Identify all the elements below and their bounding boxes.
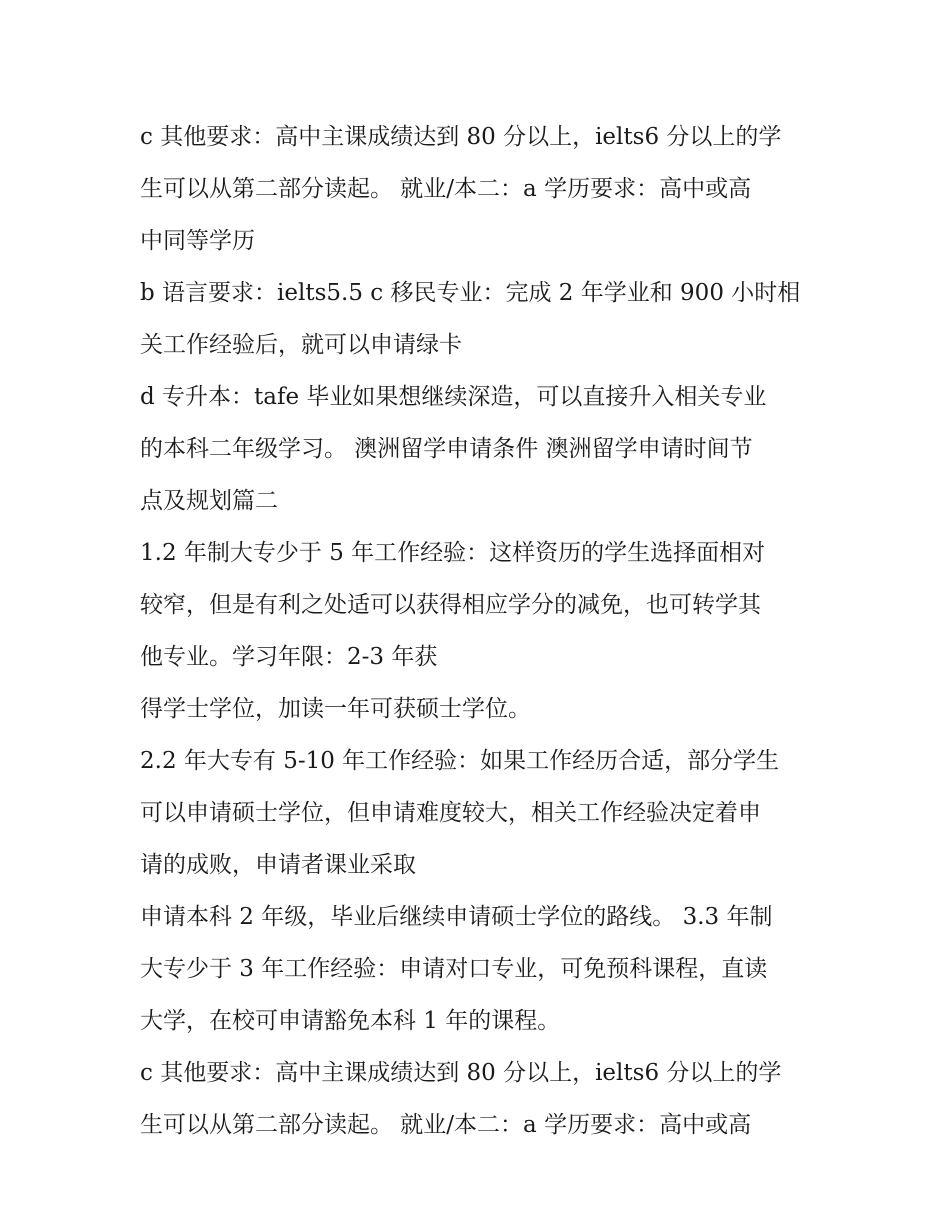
- text-line: 生可以从第二部分读起。 就业/本二：a 学历要求：高中或高: [140, 176, 752, 202]
- text-line: c 其他要求：高中主课成绩达到 80 分以上，ielts6 分以上的学: [140, 124, 782, 150]
- paragraph: [140, 683, 840, 735]
- text-line: 请的成败，申请者课业采取: [140, 852, 416, 878]
- text-line: 得学士学位，加读一年可获硕士学位。: [140, 696, 531, 722]
- document-page: [140, 111, 840, 1151]
- paragraph: [140, 891, 840, 1047]
- text-line: c 其他要求：高中主课成绩达到 80 分以上，ielts6 分以上的学: [140, 1060, 782, 1086]
- text-line: 他专业。学习年限：2-3 年获: [140, 644, 438, 670]
- paragraph: [140, 371, 840, 527]
- paragraph: [140, 1047, 840, 1151]
- text-line: 较窄，但是有利之处适可以获得相应学分的减免，也可转学其: [140, 592, 761, 618]
- text-line: 大学，在校可申请豁免本科 1 年的课程。: [140, 1008, 561, 1034]
- text-line: 可以申请硕士学位，但申请难度较大，相关工作经验决定着申: [140, 800, 761, 826]
- text-line: 的本科二年级学习。 澳洲留学申请条件 澳洲留学申请时间节: [140, 436, 753, 462]
- paragraph: [140, 111, 840, 267]
- text-line: b 语言要求：ielts5.5 c 移民专业：完成 2 年学业和 900 小时相: [140, 280, 801, 306]
- text-line: 1.2 年制大专少于 5 年工作经验：这样资历的学生选择面相对: [140, 540, 766, 566]
- text-line: 点及规划篇二: [140, 488, 278, 514]
- paragraph: [140, 527, 840, 683]
- paragraph: [140, 267, 840, 371]
- paragraph: [140, 735, 840, 891]
- text-line: 2.2 年大专有 5-10 年工作经验：如果工作经历合适，部分学生: [140, 748, 780, 774]
- text-line: 申请本科 2 年级，毕业后继续申请硕士学位的路线。 3.3 年制: [140, 904, 773, 930]
- text-line: 大专少于 3 年工作经验：申请对口专业，可免预科课程，直读: [140, 956, 768, 982]
- text-line: 关工作经验后，就可以申请绿卡: [140, 332, 462, 358]
- text-line: d 专升本：tafe 毕业如果想继续深造，可以直接升入相关专业: [140, 384, 767, 410]
- text-line: 生可以从第二部分读起。 就业/本二：a 学历要求：高中或高: [140, 1112, 752, 1138]
- text-line: 中同等学历: [140, 228, 255, 254]
